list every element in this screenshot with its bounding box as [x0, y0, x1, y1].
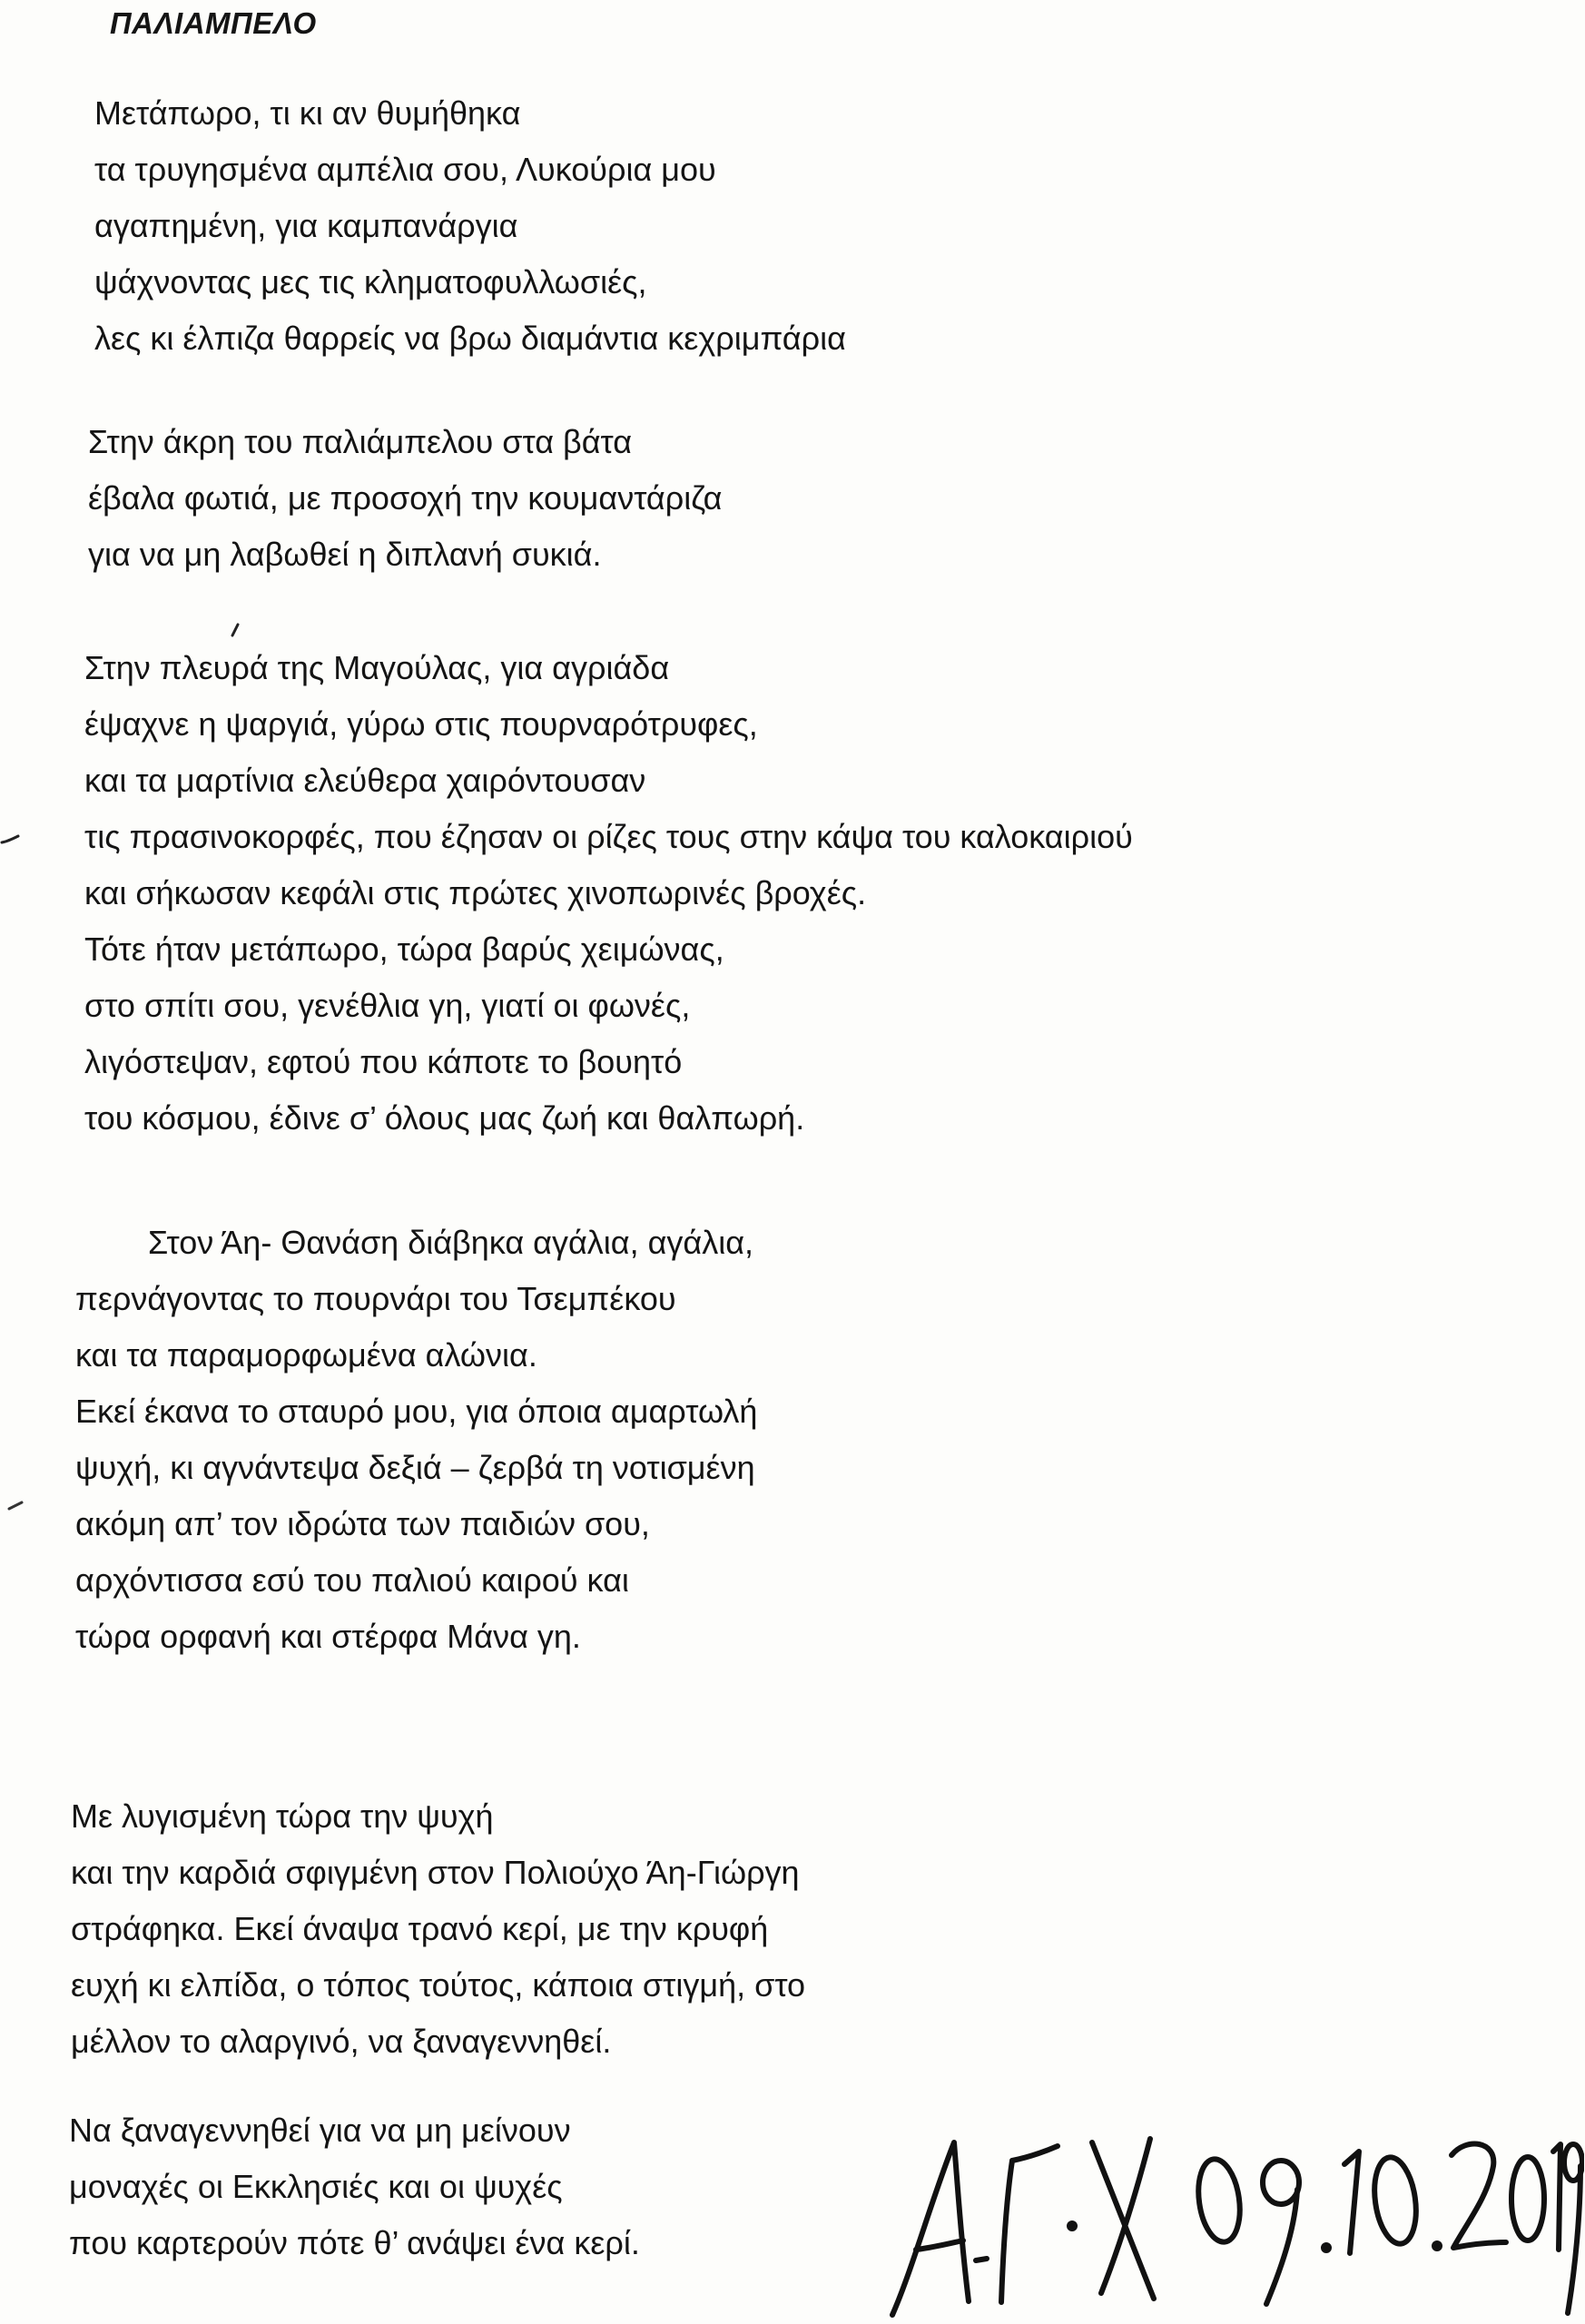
ink-tick-icon [7, 1500, 25, 1512]
poem-line: και τα παραμορφωμένα αλώνια. [75, 1336, 537, 1374]
poem-line: Μετάπωρο, τι κι αν θυμήθηκα [94, 94, 521, 132]
signature-ink [885, 2088, 1584, 2324]
poem-line: ευχή κι ελπίδα, ο τόπος τούτος, κάποια στιγμή, στο [71, 1966, 806, 2004]
poem-line: και την καρδιά σφιγμένη στον Πολιούχο Άη-Γιώργη [71, 1854, 800, 1891]
ink-tick-icon [0, 833, 22, 846]
accent-mark [229, 623, 241, 637]
poem-line: που καρτερούν πότε θ’ ανάψει ένα κερί. [69, 2224, 640, 2261]
poem-line: αγαπημένη, για καμπανάργια [94, 207, 518, 244]
poem-line: Στην άκρη του παλιάμπελου στα βάτα [88, 423, 633, 460]
poem-line: Να ξαναγεννηθεί για να μη μείνουν [69, 2112, 571, 2149]
poem-line: Με λυγισμένη τώρα την ψυχή [71, 1797, 494, 1835]
poem-line: λες κι έλπιζα θαρρείς να βρω διαμάντια κεχριμπάρια [94, 320, 846, 357]
poem-line: μοναχές οι Εκκλησιές και οι ψυχές [69, 2168, 563, 2205]
margin-tick-mark [7, 1500, 25, 1512]
poem-line: Στην πλευρά της Μαγούλας, για αγριάδα [84, 649, 670, 686]
stanza [75, 1215, 757, 1665]
poem-line: έψαχνε η ψαργιά, γύρω στις πουρναρότρυφες, [84, 705, 758, 743]
margin-tick-mark [0, 833, 22, 846]
stanza [71, 1788, 805, 2070]
poem-line: Εκεί έκανα το σταυρό μου, για όποια αμαρτωλή [75, 1393, 758, 1430]
stanza [69, 2102, 640, 2271]
poem-line: αρχόντισσα εσύ του παλιού καιρού και [75, 1561, 629, 1599]
poem-line: και τα μαρτίνια ελεύθερα χαιρόντουσαν [84, 762, 646, 799]
poem-line: τώρα ορφανή και στέρφα Μάνα γη. [75, 1618, 581, 1655]
ink-accent-icon [229, 623, 241, 637]
poem-line: τις πρασινοκορφές, που έζησαν οι ρίζες τους στην κάψα του καλοκαιριού [84, 818, 1133, 855]
poem-line: Τότε ήταν μετάπωρο, τώρα βαρύς χειμώνας, [84, 931, 724, 968]
poem-line: για να μη λαβωθεί η διπλανή συκιά. [88, 536, 602, 573]
stanza [84, 640, 1133, 1147]
poem-line: ψάχνοντας μες τις κληματοφυλλωσιές, [94, 263, 647, 300]
poem-line: ψυχή, κι αγνάντεψα δεξιά – ζερβά τη νοτισμένη [75, 1449, 755, 1486]
poem-line: στράφηκα. Εκεί άναψα τρανό κερί, με την κρυφή [71, 1910, 769, 1947]
poem-line: μέλλον το αλαργινό, να ξαναγεννηθεί. [71, 2023, 612, 2060]
poem-line: του κόσμου, έδινε σ’ όλους μας ζωή και θαλπωρή. [84, 1099, 805, 1137]
stanza [88, 414, 722, 583]
stanza [94, 85, 846, 367]
poem-title: ΠΑΛΙΑΜΠΕΛΟ [110, 6, 317, 40]
poem-line: λιγόστεψαν, εφτού που κάποτε το βουητό [84, 1043, 683, 1080]
poem-line: στο σπίτι σου, γενέθλια γη, γιατί οι φωνές, [84, 987, 691, 1024]
poem-line: έβαλα φωτιά, με προσοχή την κουμαντάριζα [88, 479, 723, 517]
poem-line: Στον Άη- Θανάση διάβηκα αγάλια, αγάλια, [148, 1224, 754, 1261]
poem-line: τα τρυγησμένα αμπέλια σου, Λυκούρια μου [94, 151, 716, 188]
poem-line: και σήκωσαν κεφάλι στις πρώτες χινοπωρινές βροχές. [84, 874, 867, 911]
handwritten-signature [885, 2088, 1584, 2324]
poem-line: περνάγοντας το πουρνάρι του Τσεμπέκου [75, 1280, 676, 1317]
poem-line: ακόμη απ’ τον ιδρώτα των παιδιών σου, [75, 1505, 650, 1542]
